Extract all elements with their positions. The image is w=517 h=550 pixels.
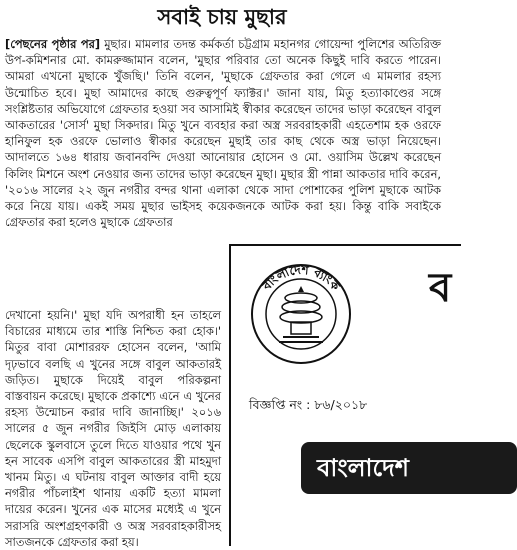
- ad-heading-fragment: ব: [429, 265, 452, 311]
- logo-text: বাংলাদেশ ব্যাংক: [259, 262, 343, 294]
- article-text: মুছার। মামলার তদন্ত কর্মকর্তা চট্টগ্রাম মহানগর গোয়েন্দা পুলিশের অতিরিক্ত উপ-কমিশনার মো. কামরুজ্জামান বলেন, 'মুছার পরিবার তো অনেক কিছুই দাবি করতে পারেন। আমরা এখনো মুছাকে খুঁজছি।' তিনি বলেন, 'মুছাকে গ্রেফতার করা গেলে এ মামলার রহস্য উন্মোচিত হবে। মুছা আমাদের কাছে গুরুত্বপূর্ণ ফ্যাক্টর।' জানা যায়, মিতু হত্যাকাণ্ডের সঙ্গে সংশ্লিষ্টতার অভিযোগে গ্রেফতার হওয়া সব আসামিই স্বীকার করেছেন তাদের ভাড়া করেছেন বাবুল আকতারের 'সোর্স' মুছা সিকদার। মিতু খুনে ব্যবহার করা অস্ত্র সরবরাহকারী এহতেশাম হক ওরফে হানিফুল হক ওরফে ভোলাও স্বীকার করেছেন মুছাই তার কাছ থেকে অস্ত্র ভাড়া নিয়েছেন। আদালতে ১৬৪ ধারায় জবানবন্দি দেওয়া আনোয়ার হোসেন ও মো. ওয়াসিম উল্লেখ করেছেন কিলিং মিশনে অংশ নেওয়ার জন্য তাদের ভাড়া করেছেন মুছা। মুছার স্ত্রী পান্না আকতার দাবি করেন, '২০১৬ সালের ২২ জুন নগরীর বন্দর থানা এলাকা থেকে সাদা পোশাকের পুলিশ মুছাকে আটক করে নিয়ে যায়। একই সময় মুছার ভাইসহ কয়েকজনকে আটক করা হয়। কিন্তু বাকি সবাইকে গ্রেফতার করা হলেও মুছাকে গ্রেফতার: [5, 37, 442, 230]
- notice-number: বিজ্ঞপ্তি নং : ৮৬/২০১৮: [249, 397, 368, 412]
- bangladesh-bank-logo-icon: [249, 262, 353, 366]
- bank-advertisement: [229, 244, 461, 546]
- column-text: দেখানো হয়নি।' মুছা যদি অপরাধী হন তাহলে বিচারের মাধ্যমে তার শাস্তি নিশ্চিত করা হোক।' মিতুর বাবা মোশাররফ হোসেন বলেন, 'আমি দৃঢ়ভাবে বলছি এ খুনের সঙ্গে বাবুল আকতারই জড়িত। মুছাকে দিয়েই বাবুল পরিকল্পনা বাস্তবায়ন করেছে। মুছাকে প্রকাশ্যে এনে এ খুনের রহস্য উন্মোচন করার দাবি জানাচ্ছি।' ২০১৬ সালের ৫ জুন নগরীর জিইসি মোড় এলাকায় ছেলেকে স্কুলবাসে তুলে দিতে যাওয়ার পথে খুন হন সাবেক এসপি বাবুল আকতারের স্ত্রী মাহমুদা খানম মিতু। এ ঘটনায় বাবুল আক্তার বাদী হয়ে নগরীর পাঁচলাইশ থানায় একটি হত্যা মামলা দায়ের করেন। খুনের এক মাসের মধ্যেই এ খুনে সরাসরি অংশগ্রহণকারী ও অস্ত্র সরবরাহকারীসহ সাতজনকে গ্রেফতার করা হয়।: [5, 308, 221, 549]
- article-column: [5, 307, 221, 550]
- continuation-prefix: [পেছনের পৃষ্ঠার পর]: [5, 37, 101, 51]
- article-body: [5, 36, 441, 230]
- headline: সবাই চায় মুছার: [157, 5, 287, 29]
- ad-banner: বাংলাদেশ: [301, 442, 517, 494]
